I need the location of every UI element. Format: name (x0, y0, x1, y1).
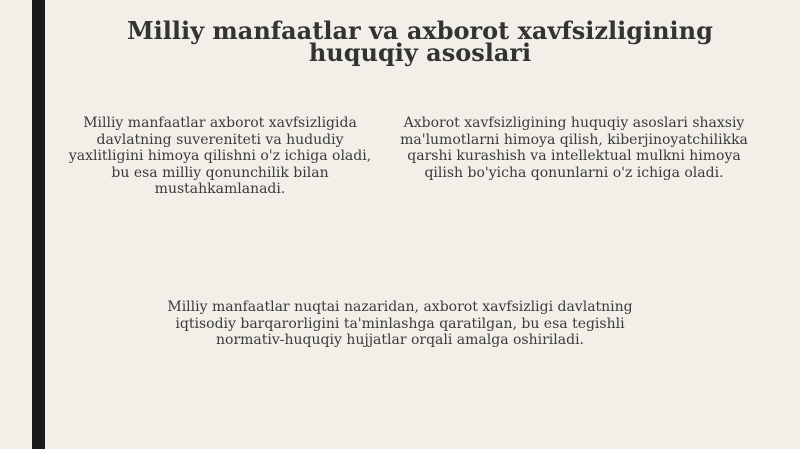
slide-title: Milliy manfaatlar va axborot xavfsizligining huquqiy asoslari (127, 16, 713, 67)
accent-bar (32, 0, 45, 449)
paragraph-bottom: Milliy manfaatlar nuqtai nazaridan, axborot xavfsizligi davlatning iqtisodiy barqarorligini ta'minlashga qaratilgan, bu esa tegishli normativ-huquqiy hujjatlar orqali amalga oshiriladi. (167, 299, 633, 348)
paragraph-right: Axborot xavfsizligining huquqiy asoslari shaxsiy ma'lumotlarni himoya qilish, kiberjinoyatchilikka qarshi kurashish va intellektual mulkni himoya qilish bo'yicha qonunlarni o'z ichiga oladi. (400, 115, 748, 181)
paragraph-left: Milliy manfaatlar axborot xavfsizligida davlatning suvereniteti va hududiy yaxlitligini himoya qilishni o'z ichiga oladi, bu esa milliy qonunchilik bilan mustahkamlanadi. (68, 115, 372, 197)
